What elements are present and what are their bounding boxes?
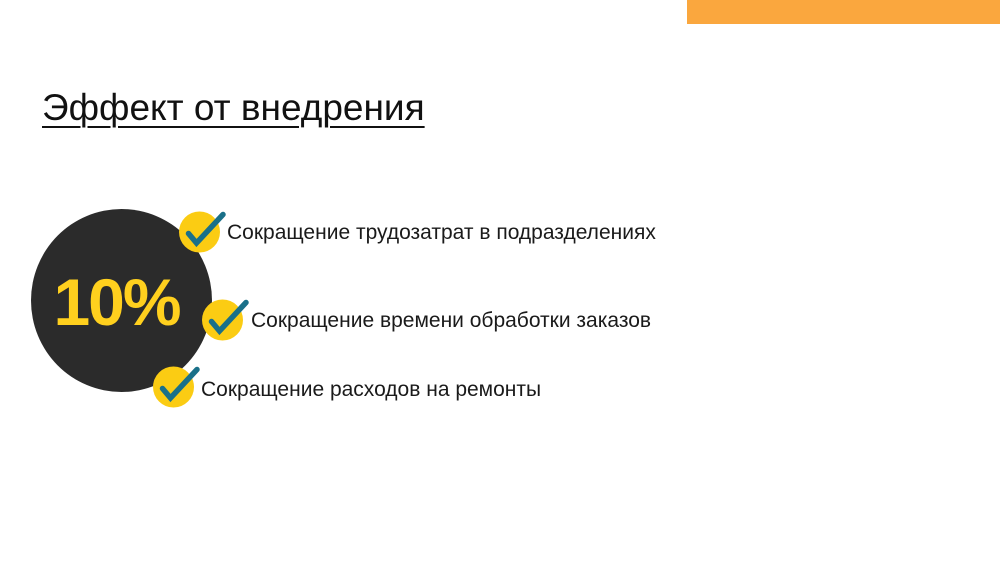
checkmark-icon bbox=[202, 297, 252, 343]
bullet-item-label: Сокращение времени обработки заказов bbox=[251, 309, 652, 332]
bullet-item-label: Сокращение трудозатрат в подразделениях bbox=[227, 221, 656, 244]
metric-value: 10% bbox=[53, 264, 180, 339]
check-circle bbox=[202, 300, 243, 341]
checkmark-icon bbox=[179, 209, 229, 255]
page-title: Эффект от внедрения bbox=[42, 87, 425, 128]
checkmark-icon bbox=[153, 364, 203, 410]
bullet-item-label: Сокращение расходов на ремонты bbox=[201, 378, 542, 401]
check-circle bbox=[179, 212, 220, 253]
top-accent-bar bbox=[687, 0, 1000, 24]
check-circle bbox=[153, 367, 194, 408]
